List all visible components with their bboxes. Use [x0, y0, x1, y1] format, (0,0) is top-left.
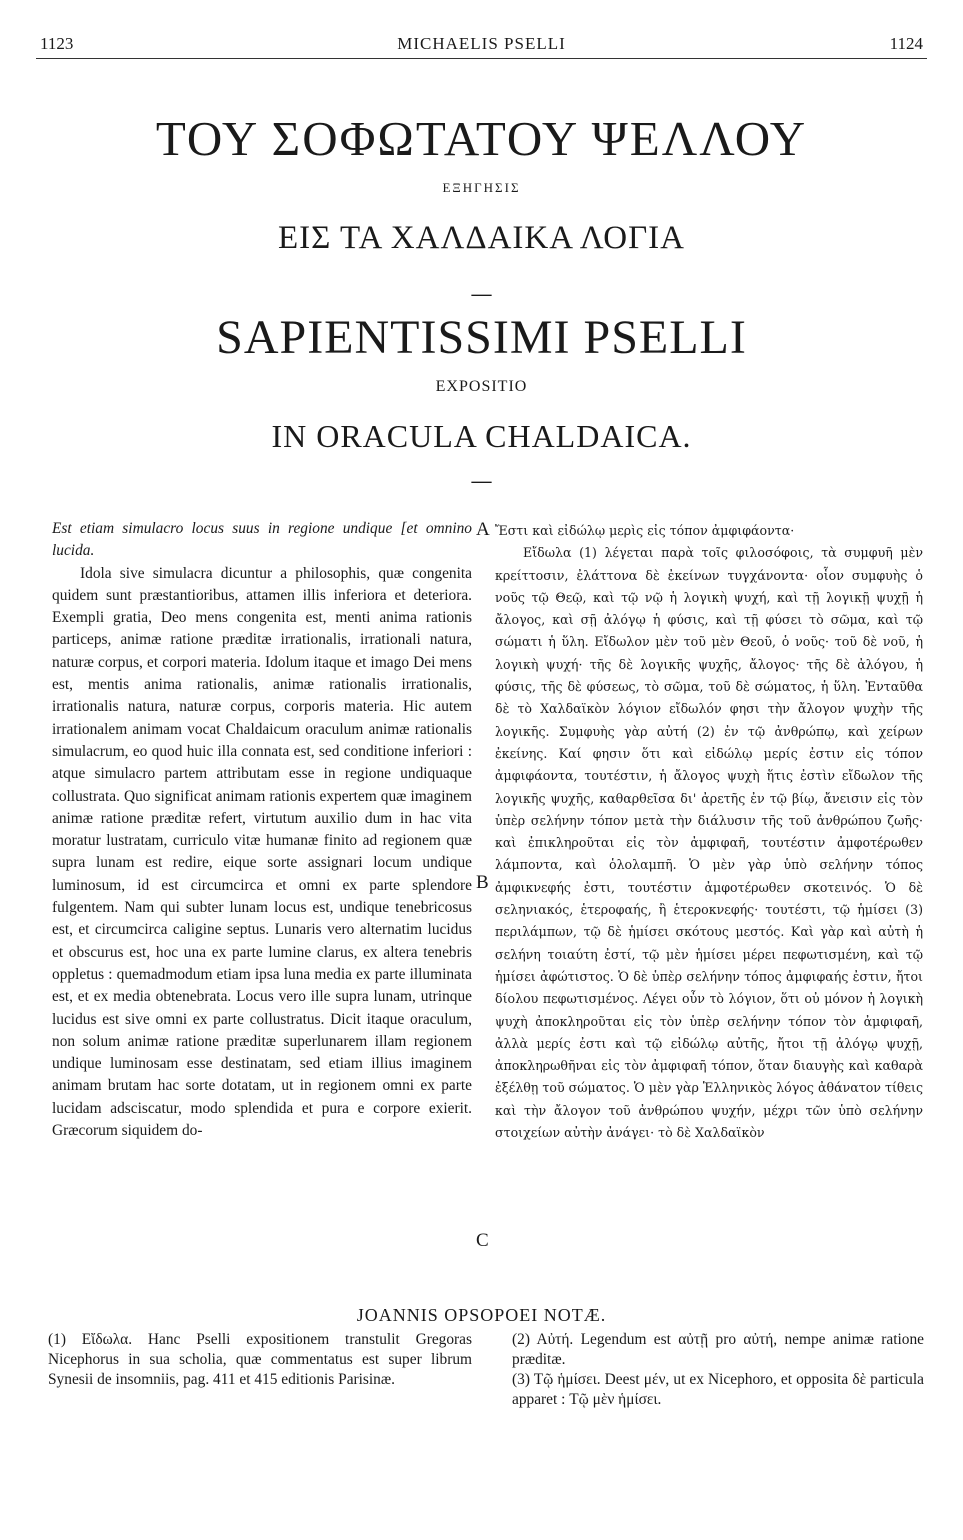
margin-mark-b: B	[476, 872, 489, 893]
header-rule	[36, 58, 927, 59]
latin-subtitle: EXPOSITIO	[435, 378, 528, 395]
right-page-number: 1124	[889, 34, 923, 53]
footnote-3: (3) Τῷ ἡμίσει. Deest μέν, ut ex Nicephoro, et opposita δὲ particula apparet : Τῷ μὲν ἡμίσει.	[512, 1371, 924, 1408]
footnote-1: (1) Εἴδωλα. Hanc Pselli expositionem transtulit Gregoras Nicephorus in sua scholia, quæ commentatus est super librum Synesii de insomniis, pag. 411 et 415 editionis Parisinæ.	[48, 1331, 472, 1388]
latin-body: Idola sive simulacra dicuntur a philosophis, quæ congenita quidem sunt præstantioribus, attamen illis inferiora et deteriora. Exempli gratia, Deo mens congenita est, menti anima rationis particeps, animæ ratione præditæ irrationalis, irrationali natura, naturæ corpus, et corpori materia. Idolum itaque et imago Dei mens est, mentis anima rationalis, animæ rationalis irrationalis, irrationalis natura, naturæ corpus, corporis materia. Hic autem irrationalem animam vocat Chaldaicum oraculum animæ rationalis simulacrum, eo quod huic illa connata est, sed conditione inferiori : atque simulacro partem attributam esse in regione undiquaque collustrata. Quo significat animam rationis expertem quæ imaginem animæ ratione præditæ refert, virtutum auxilio dum in hac vita moratur lustratam, curriculo vitæ humanæ finito ad regionem quæ supra lunam est redire, eique sorte assignari locum undique luminosum, id est circumcirca et omni ex parte splendore fulgentem. Nam qui subter lunam locus est, undique tenebricosus est, et circumcirca caligine septus. Lunaris vero alternatim lucidus et obscurus est, hoc una ex parte lumine clarus, ex altera tenebris oppletus : quemadmodum etiam ipsa luna media ex parte illuminata est, et ex media obtenebrata. Locus vero ille supra lunam, utrinque lucidus est sive omni ex parte collustratus. Dicit itaque oraculum, non solum animæ ratione præditæ superlunarem illam regionem undique luminosam esse destinatam, sed etiam illius imaginem animam brutam hac sorte dotatam, ut in regionem omni ex parte lucidam adsciscatur, modo splendida et pura e corpore exierit. Græcorum siquidem do-	[52, 564, 472, 1140]
latin-subtitle-2: IN ORACULA CHALDAICA.	[271, 418, 692, 454]
title-divider: —	[471, 283, 492, 305]
greek-subtitle-2: ΕΙΣ ΤΑ ΧΑΛΔΑΙΚΑ ΛΟΓΙΑ	[278, 220, 685, 256]
running-title: MICHAELIS PSELLI	[397, 34, 566, 53]
greek-lemma: Ἔστι καὶ εἰδώλῳ μερὶς εἰς τόπον ἀμφιφάοντα·	[495, 523, 795, 538]
latin-column	[52, 518, 472, 1142]
margin-mark-a: A	[476, 519, 490, 540]
title-divider-2: —	[471, 470, 492, 492]
margin-mark-c: C	[476, 1230, 489, 1251]
latin-lemma: Est etiam simulacro locus suus in regione undique [et omnino lucida.	[52, 520, 472, 560]
greek-title: ΤΟΥ ΣΟΦΩΤΑΤΟΥ ΨΕΛΛΟΥ	[155, 111, 808, 166]
running-header	[40, 34, 923, 56]
footnote-2: (2) Αὐτή. Legendum est αὐτῇ pro αὐτή, nempe animæ ratione præditæ.	[512, 1331, 924, 1368]
left-page-number: 1123	[40, 34, 74, 53]
latin-title: SAPIENTISSIMI PSELLI	[216, 311, 747, 364]
greek-body: Εἴδωλα (1) λέγεται παρὰ τοῖς φιλοσόφοις, τὰ συμφυῆ μὲν κρείττοσιν, ἐλάττονα δὲ ἐκείνων τυγχάνοντα· οἷον συμφυὴς ὁ νοῦς τῷ Θεῷ, καὶ τῷ νῷ ἡ λογικὴ ψυχή, καὶ τῇ λογικῇ ψυχῇ ἡ ἄλογος, καὶ σῇ ἀλόγῳ ἡ φύσις, καὶ τῇ φύσει τὸ σῶμα, καὶ τῷ σώματι ἡ ὕλη. Εἴδωλον μὲν τοῦ μὲν Θεοῦ, ὁ νοῦς· τοῦ δὲ νοῦ, ἡ λογικὴ ψυχή· τῆς δὲ λογικῆς ψυχῆς, ἄλογος· τῆς δὲ ἀλόγου, ἡ φύσις, τῆς δὲ φύσεως, τὸ σῶμα, τοῦ δὲ σώματος, ἡ ὕλη. Ἐνταῦθα δὲ τὸ Χαλδαϊκὸν λόγιον εἴδωλόν φησι τὴν ἄλογον ψυχὴν τῆς λογικῆς. Συμφυὴς γὰρ αὐτή (2) ἐν τῷ ἀνθρώπῳ, καὶ χείρων ἐκείνης. Καί φησιν ὅτι καὶ εἰδώλῳ μερίς ἐστιν εἰς τόπον ἀμφιφάοντα, τουτέστιν, ἡ ἄλογος ψυχὴ ἥτις ἐστὶν εἴδωλον τῆς λογικῆς ψυχῆς, καθαρθεῖσα δι' ἀρετῆς ἐν τῷ βίῳ, ἄνεισιν εἰς τὸν ὑπὲρ σελήνην τόπον μετὰ τὴν διάλυσιν τῆς τοῦ ἀνθρώπου ζωῆς· καὶ ἐπικληροῦται εἰς τὸν ἀμφιφαῆ, τουτέστιν ἀμφοτέρωθεν λάμποντα, καὶ ὁλολαμπῆ. Ὁ μὲν γὰρ ὑπὸ σελήνην τόπος ἀμφικνεφής ἐστι, τουτέστιν ἀμφοτέρωθεν σκοτεινός. Ὁ δὲ σεληνιακός, ἑτεροφαής, ἢ ἑτεροκνεφής· τουτέστι, τῷ ἡμίσει (3) περιλάμπων, τῷ δὲ ἡμίσει σκότους μεστός. Καὶ γὰρ καὶ αὐτὴ ἡ σελήνη τοιαύτη ἐστί, τῷ μὲν ἡμίσει μέρει πεφωτισμένη, καὶ τῷ ἡμίσει ἀφώτιστος. Ὁ δὲ ὑπὲρ σελήνην τόπος ἀμφιφαής ἐστιν, ἤτοι δίολου πεφωτισμένος. Λέγει οὖν τὸ λόγιον, ὅτι οὐ μόνον ἡ λογικὴ ψυχὴ ἀποκληροῦται εἰς τὸν ὑπὲρ σελήνην τόπον τὸν ἀμφιφαῆ, ἀλλὰ μερίς ἐστι καὶ τῷ εἰδώλῳ αὐτῆς, ἤτοι τῇ ἀλόγῳ ψυχῇ, ἀποκληρωθῆναι εἰς τὸν ἀμφιφαῆ τόπον, ὅταν διαυγὴς καὶ καθαρὰ ἐξέλθῃ τοῦ σώματος. Ὁ μὲν γὰρ Ἑλληνικὸς λόγος ἀθάνατον τίθεις καὶ τὴν ἄλογον τοῦ ἀνθρώπου ψυχήν, μέχρι τῶν ὑπὸ σελήνην στοιχείων αὐτὴν ἀνάγει· τὸ δὲ Χαλδαϊκὸν	[495, 545, 923, 1141]
greek-column	[495, 520, 923, 1144]
notes-heading: JOANNIS OPSOPOEI NOTÆ.	[356, 1305, 607, 1325]
greek-subtitle: ΕΞΗΓΗΣΙΣ	[442, 180, 521, 195]
